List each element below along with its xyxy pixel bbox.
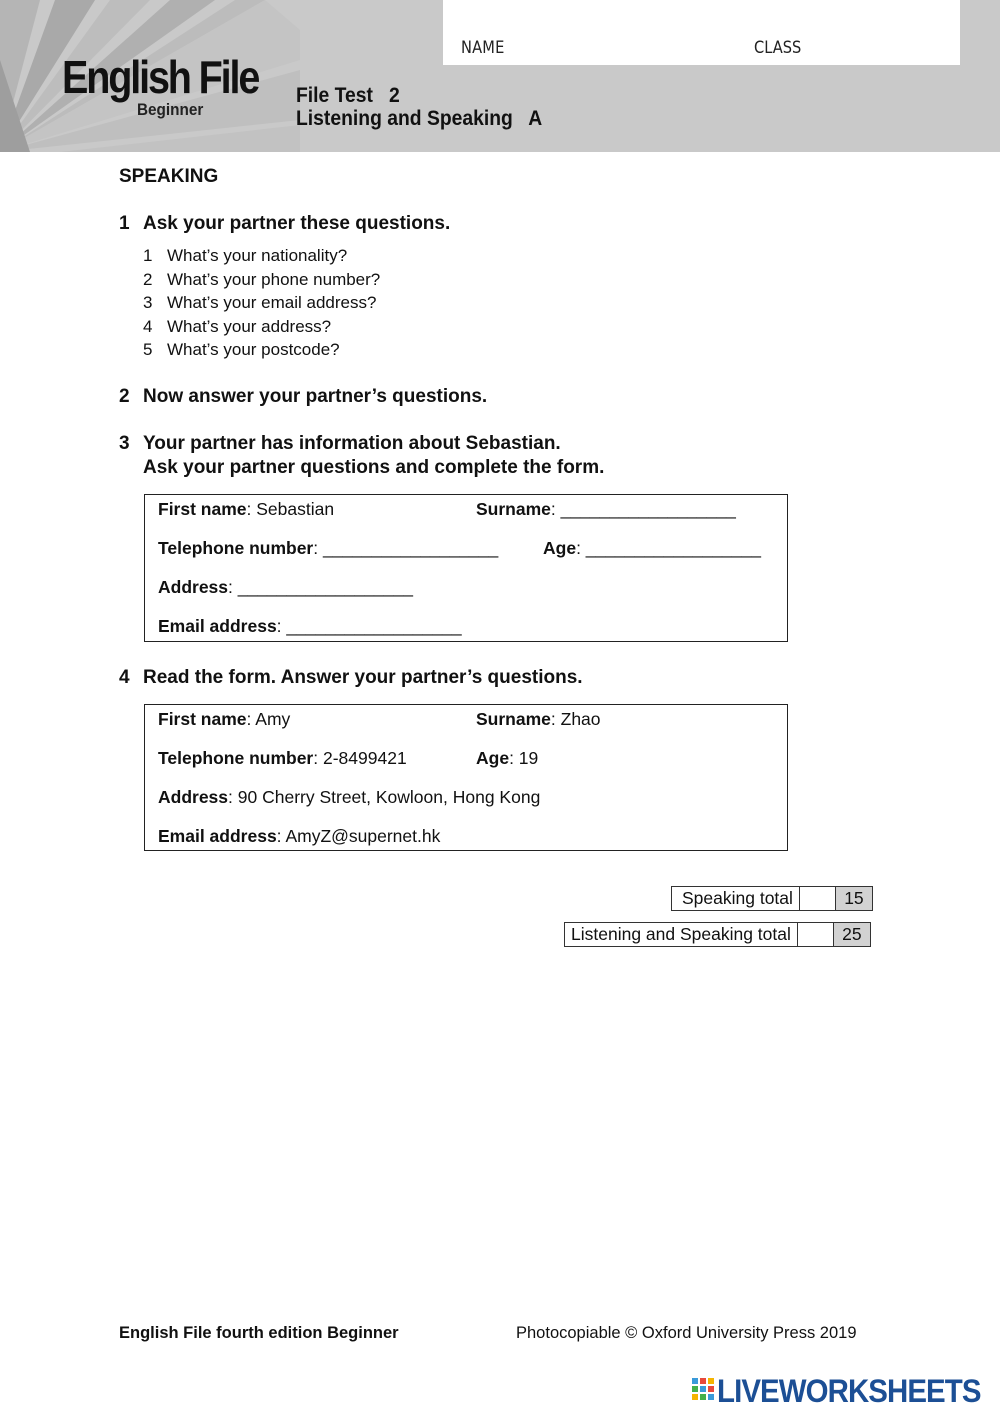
address-field[interactable]: Address: __________________	[158, 577, 413, 597]
surname-field[interactable]: Surname: __________________	[476, 499, 736, 519]
question-number: 1	[143, 246, 153, 265]
sebastian-form	[144, 494, 788, 642]
list-item	[143, 244, 380, 268]
speaking-total-label: Speaking total	[671, 886, 800, 911]
speaking-score-input[interactable]	[800, 886, 836, 911]
first-name-field: First name: Sebastian	[158, 499, 335, 519]
address-field: Address: 90 Cherry Street, Kowloon, Hong Kong	[158, 787, 541, 807]
exercise-3-heading	[119, 432, 604, 480]
class-label: CLASS	[754, 38, 802, 58]
liveworksheets-icon	[692, 1378, 714, 1404]
footer-copyright: Photocopiable © Oxford University Press 2019	[516, 1324, 857, 1342]
exercise-2-heading	[119, 385, 487, 409]
exercise-number: 2	[119, 386, 130, 407]
question-text: What’s your address?	[167, 316, 332, 336]
surname-field: Surname: Zhao	[476, 709, 601, 729]
liveworksheets-logo[interactable]	[692, 1374, 1000, 1408]
email-field[interactable]: Email address: __________________	[158, 616, 462, 636]
speaking-total-row	[671, 886, 873, 911]
list-item	[143, 291, 380, 315]
liveworksheets-text: LIVEWORKSHEETS	[717, 1372, 981, 1409]
exercise-text: Your partner has information about Sebastian.	[143, 433, 561, 454]
exercise-text: Read the form. Answer your partner’s questions.	[143, 667, 583, 688]
age-field: Age: 19	[476, 748, 539, 768]
list-item	[143, 315, 380, 339]
exercise-number: 3	[119, 433, 130, 454]
speaking-max-score: 15	[836, 886, 873, 911]
exercise-text-line-2: Ask your partner questions and complete the form.	[143, 457, 605, 478]
first-name-field: First name: Amy	[158, 709, 291, 729]
logo-title: English File	[62, 51, 259, 103]
telephone-field[interactable]: Telephone number: __________________	[158, 538, 499, 558]
test-title: File Test 2	[296, 84, 400, 107]
exercise-4-heading	[119, 666, 583, 690]
question-list	[143, 244, 380, 362]
question-number: 2	[143, 269, 153, 289]
amy-form	[144, 704, 788, 851]
question-number: 4	[143, 316, 153, 336]
question-number: 3	[143, 293, 153, 312]
question-text: What’s your email address?	[167, 293, 377, 312]
question-text: What’s your postcode?	[167, 340, 340, 359]
list-item	[143, 268, 380, 292]
exercise-text: Ask your partner these questions.	[143, 213, 451, 234]
name-class-box	[443, 0, 960, 65]
question-text: What’s your phone number?	[167, 269, 381, 289]
question-number: 5	[143, 340, 153, 359]
email-field: Email address: AmyZ@supernet.hk	[158, 826, 441, 846]
listening-speaking-total-row	[564, 922, 871, 947]
exercise-number: 4	[119, 667, 130, 688]
name-label: NAME	[461, 38, 505, 58]
test-subtitle: Listening and Speaking A	[296, 107, 543, 130]
listening-speaking-total-label: Listening and Speaking total	[564, 922, 798, 947]
footer-edition: English File fourth edition Beginner	[119, 1324, 399, 1342]
question-text: What’s your nationality?	[167, 246, 348, 265]
section-title: SPEAKING	[119, 166, 219, 187]
exercise-text: Now answer your partner’s questions.	[143, 386, 488, 407]
telephone-field: Telephone number: 2-8499421	[158, 748, 407, 768]
list-item	[143, 338, 380, 362]
header-band	[0, 0, 1000, 152]
total-max-score: 25	[834, 922, 871, 947]
logo-subtitle: Beginner	[137, 100, 204, 119]
total-score-input[interactable]	[798, 922, 834, 947]
exercise-1-heading	[119, 212, 450, 236]
exercise-number: 1	[119, 213, 130, 234]
age-field[interactable]: Age: __________________	[543, 538, 761, 558]
